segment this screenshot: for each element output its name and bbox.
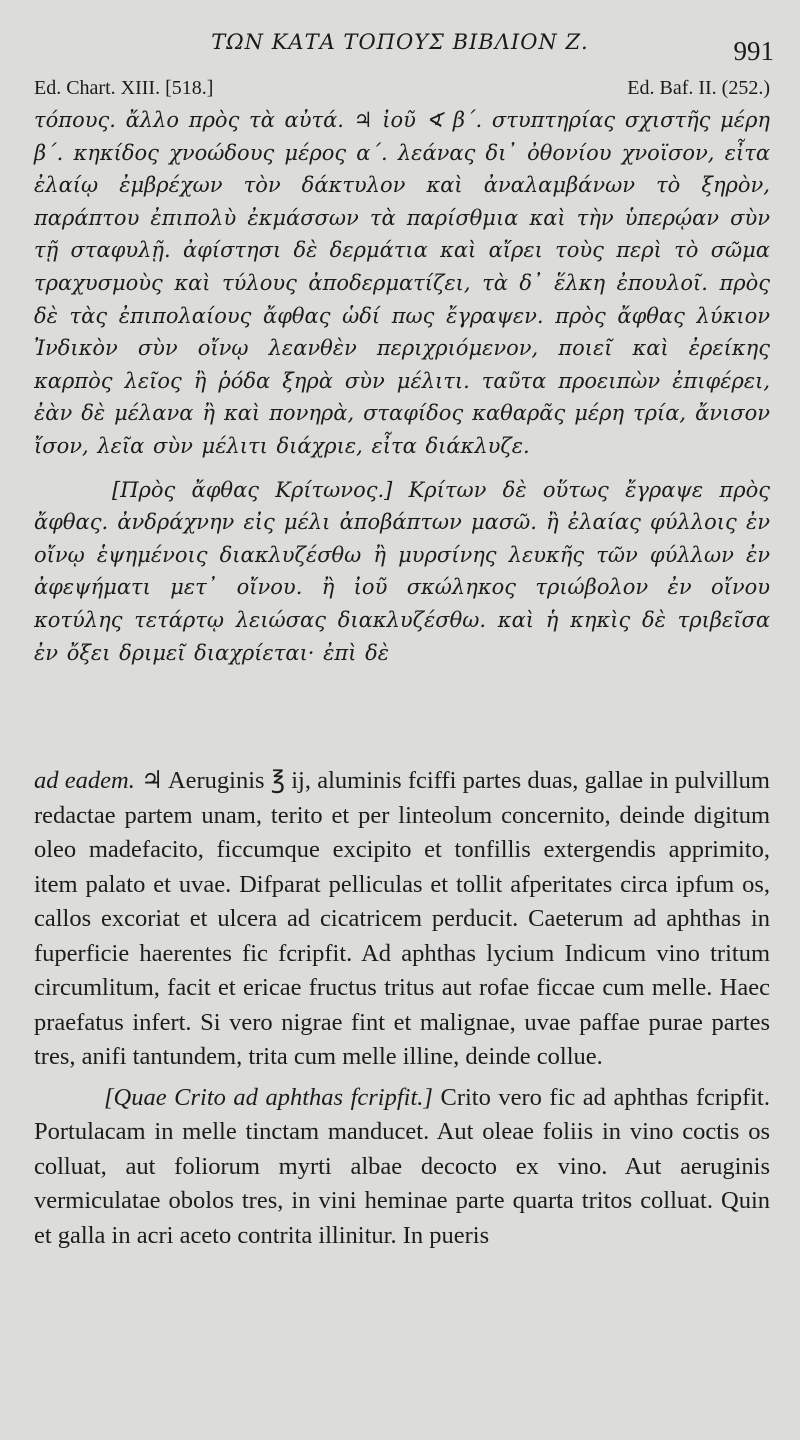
- latin-paragraph-2: [34, 1081, 770, 1254]
- edition-left: Ed. Chart. XIII. [518.]: [34, 77, 214, 99]
- edition-line: [34, 77, 770, 100]
- greek-text: [34, 104, 770, 669]
- greek-paragraph-1: τόπους. ἄλλο πρὸς τὰ αὐτά. ♃ ἰοῦ ∢ β΄. στυπτηρίας σχιστῆς μέρη β΄. κηκίδος χνοώδους μέρος α΄. λεάνας δι᾽ ὀθονίου χνοϊσον, εἶτα ἐλαίῳ ἐμβρέχων τὸν δάκτυλον καὶ ἀναλαμβάνων τὸ ξηρὸν, παράπτου ἐπιπολὺ ἐκμάσσων τὰ παρίσθμια καὶ τὴν ὑπερῴαν σὺν τῇ σταφυλῇ. ἀφίστησι δὲ δερμάτια καὶ αἴρει τοὺς περὶ τὸ σῶμα τραχυσμοὺς καὶ τύλους ἀποδερματίζει, τὰ δ᾽ ἕλκη ἐπουλοῖ. πρὸς δὲ τὰς ἐπιπολαίους ἄφθας ὡδί πως ἔγραψεν. πρὸς ἄφθας λύκιον Ἰνδικὸν σὺν οἴνῳ λεανθὲν περιχριόμενον, ποιεῖ καὶ ἐρείκης καρπὸς λεῖος ἢ ῥόδα ξηρὰ σὺν μέλιτι. ταῦτα προειπὼν ἐπιφέρει, ἐὰν δὲ μέλανα ἢ καὶ πονηρὰ, σταφίδος καθαρᾶς μέρη τρία, ἄνισον ἴσον, λεῖα σὺν μέλιτι διάχριε, εἶτα διάκλυζε.: [34, 108, 770, 458]
- latin-paragraph-1: [34, 764, 770, 1075]
- greek-paragraph-2: [Πρὸς ἄφθας Κρίτωνος.] Κρίτων δὲ οὕτως ἔγραψε πρὸς ἄφθας. ἀνδράχνην εἰς μέλι ἀποβάπτων μασῶ. ἢ ἐλαίας φύλλοις ἐν οἴνῳ ἑψημένοις διακλυζέσθω ἢ μυρσίνης λευκῆς τῶν φύλλων ἐν ἀφεψήματι μετ᾽ οἴνου. ἢ ἰοῦ σκώληκος τριώβολον ἐν οἴνου κοτύλης τετάρτῳ λειώσας διακλυζέσθω. καὶ ἡ κηκὶς δὲ τριβεῖσα ἐν ὄξει δριμεῖ διαχρίεται· ἐπὶ δὲ: [34, 477, 770, 665]
- latin-text: [34, 764, 770, 1253]
- page-number: 991: [733, 36, 774, 66]
- running-head: ΤΩΝ ΚΑΤΑ ΤΟΠΟΥΣ ΒΙΒΛΙΟΝ Ζ.: [211, 30, 589, 54]
- latin-rubric: [Quae Crito ad aphthas fcripfit.]: [104, 1083, 433, 1111]
- latin-lead-words: ad eadem.: [34, 767, 135, 794]
- latin-paragraph-1-body: ♃ Aeruginis ℥ ij, aluminis fciffi partes duas, gallae in pulvillum redactae partem unam, terito et per linteolum concernito, deinde digitum oleo madefacito, ficcumque excipito et tonfillis extergendis apprimito, item palato et uvae. Difparat pelliculas et tollit afperitates circa ipfum os, callos excoriat et ulcera ad cicatricem perducit. Caeterum ad aphthas in fuperficie haerentes fic fcripfit. Ad aphthas lycium Indicum vino tritum circumlitum, facit et ericae fructus tritus aut rofae ficcae cum melle. Haec praefatus infert. Si vero nigrae fint et malignae, uvae paffae purae partes tres, anifi tantundem, trita cum melle illine, deinde collue.: [34, 767, 770, 1070]
- edition-right: Ed. Baf. II. (252.): [627, 77, 770, 99]
- latin-paragraph-2-body: Crito vero fic ad aphthas fcripfit. Portulacam in melle tinctam manducet. Aut oleae foliis in vino coctis os colluat, aut foliorum myrti albae decocto ex vino. Aut aeruginis vermiculatae obolos tres, in vini heminae parte quarta tritos colluat. Quin et galla in acri aceto contrita illinitur. In pueris: [34, 1083, 770, 1249]
